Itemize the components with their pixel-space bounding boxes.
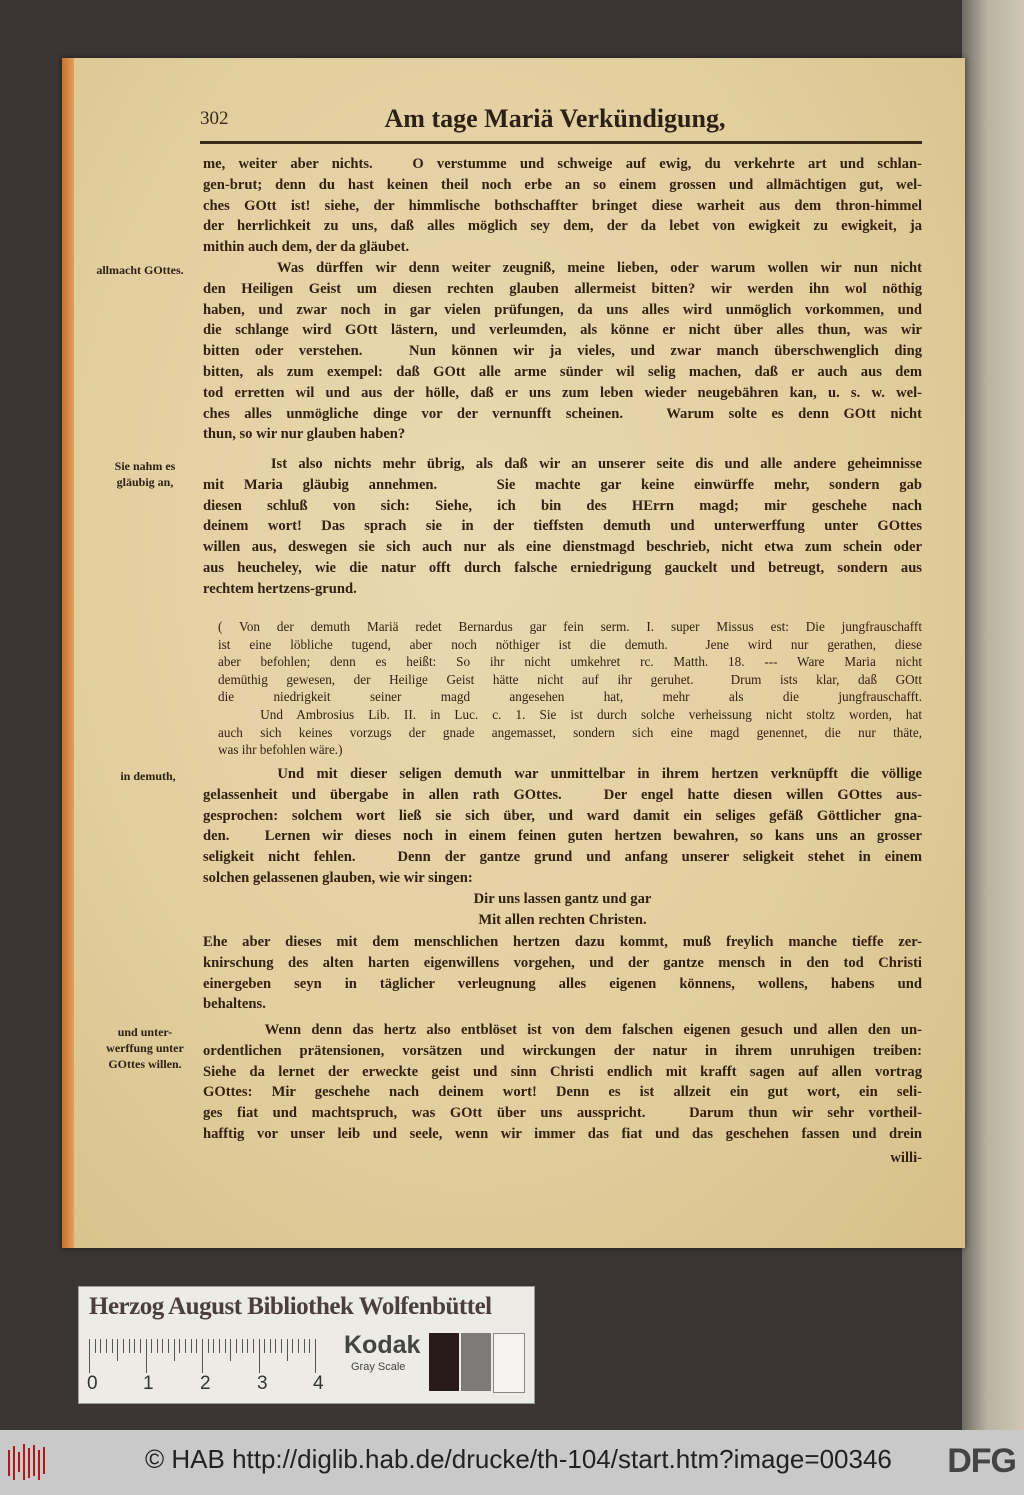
text-line: den. Lernen wir dieses noch in einem feinen guten hertzen bewahren, so kans uns an grosser [203, 828, 922, 845]
ruler-tick [298, 1339, 299, 1353]
text-line: tod erretten wil und aus der hölle, daß er uns zum leben wieder neugebähren kan, u. s. w. wel- [203, 384, 922, 401]
kodak-logo: Kodak [344, 1331, 421, 1359]
ruler-tick [134, 1339, 135, 1353]
ruler-tick [185, 1339, 186, 1353]
ruler-label: 2 [200, 1373, 211, 1394]
ruler-tick [219, 1339, 220, 1353]
ruler-tick [146, 1339, 147, 1373]
text-line: knirschung des alten harten eigenwillens vorgehen, und der gantze mensch in den tod Christi [203, 954, 922, 971]
text-line: ches GOtt ist! siehe, der himmlische bothschaffter bringet diese warheit aus dem thron-himmel [203, 197, 922, 214]
footnote-line: auch sich keines vorzugs der gnade angemasset, sondern sich eine magd genennet, die nur thäte, [218, 724, 922, 740]
footer-bar [0, 1430, 1024, 1495]
text-line: der herrlichkeit zu uns, daß alles möglich sey dem, der da lebet von ewigkeit zu ewigkeit, ja [203, 218, 922, 235]
text-line: Siehe da lernet der erweckte geist und sinn Christi endlich mit krafft sagen auf allen vortrag [203, 1063, 922, 1080]
text-line: mit Maria gläubig annehmen. Sie machte gar keine einwürffe mehr, sondern gab [203, 476, 922, 493]
ruler-label: 0 [87, 1373, 98, 1394]
ruler-tick [225, 1339, 226, 1353]
ruler-tick [202, 1339, 203, 1373]
ruler-tick [281, 1339, 282, 1353]
ruler-tick [270, 1339, 271, 1353]
ruler-tick [275, 1339, 276, 1353]
text-line: Was dürffen wir denn weiter zeugniß, meine lieben, oder warum wollen wir nun nicht [203, 260, 922, 276]
ruler-label: 3 [257, 1373, 268, 1394]
ruler-tick [162, 1339, 163, 1353]
ruler-tick [106, 1339, 107, 1353]
ruler-tick [242, 1339, 243, 1353]
footnote-line: aber befohlen; denn es heißt: So ihr nicht umkehret rc. Matth. 18. --- Ware Maria nicht [218, 654, 922, 670]
copyright-link[interactable]: © HAB http://diglib.hab.de/drucke/th-104/start.htm?image=00346 [145, 1444, 892, 1474]
text-line: haben, und zwar noch in gar vielen prüfungen, da uns alles wird unmöglich vorkommen, und [203, 301, 922, 318]
ruler-tick [208, 1339, 209, 1353]
text-line: diesen schluß von sich: Siehe, ich bin des HErrn magd; mir geschehe nach [203, 497, 922, 514]
footnote-line: ist eine löbliche tugend, aber noch nöthiger ist die demuth. Jene wird nur gerathen, diese [218, 636, 922, 652]
ruler-tick [129, 1339, 130, 1353]
text-line: Und mit dieser seligen demuth war unmittelbar in ihrem hertzen verknüpfft die völlige [203, 766, 922, 782]
text-line: willen aus, deswegen sie sich auch nur als eine dienstmagd beschrieb, nicht etwa zum schein oder [203, 539, 922, 556]
text-line: me, weiter aber nichts. O verstumme und schweige auf ewig, du verkehrte art und schlan- [203, 156, 922, 172]
gray-patch-mid [461, 1333, 491, 1391]
ruler-tick [287, 1339, 288, 1361]
ruler-tick [151, 1339, 152, 1353]
ruler-tick [292, 1339, 293, 1353]
ruler-label: 4 [313, 1373, 324, 1394]
header-rule [200, 141, 922, 144]
library-name: Herzog August Bibliothek Wolfenbüttel [89, 1293, 492, 1320]
text-line: gen-brut; denn du hast keinen theil noch erbe an so einem grossen und allmächtigen gut, wel- [203, 176, 922, 193]
running-head: Am tage Mariä Verkündigung, [384, 104, 726, 133]
footnote-line: Und Ambrosius Lib. II. in Luc. c. 1. Sie ist durch solche verheissung nicht stoltz worden, hat [218, 707, 922, 722]
text-line: behaltens. [203, 996, 266, 1013]
ruler-tick [112, 1339, 113, 1353]
marginal-note: Sie nahm es gläubig an, [114, 459, 176, 489]
text-line: aus heucheley, wie die natur offt durch falsche erniedrigung gauckelt und betreugt, sondern aus [203, 560, 922, 576]
text-line: mithin auch dem, der da gläubet. [203, 239, 410, 256]
ruler-tick [196, 1339, 197, 1353]
ruler-tick [140, 1339, 141, 1353]
footnote-line: was ihr befohlen wäre.) [218, 742, 343, 758]
ruler-tick [89, 1339, 90, 1373]
gray-patch-dark [429, 1333, 459, 1391]
text-line: bitten, als zum exempel: daß GOtt alle arme sünder wil selig machen, daß er auch aus dem [203, 364, 922, 380]
ruler-tick [236, 1339, 237, 1353]
ruler-tick [174, 1339, 175, 1361]
ruler-label: 1 [143, 1373, 154, 1394]
ruler-tick [100, 1339, 101, 1353]
marginal-note: allmacht GOttes. [96, 263, 184, 277]
dfg-logo: DFG [947, 1442, 1016, 1480]
ruler-tick [123, 1339, 124, 1353]
ruler-tick [247, 1339, 248, 1353]
adjacent-page-edge [962, 0, 1024, 1430]
ruler-tick [213, 1339, 214, 1353]
text-line: thun, so wir nur glauben haben? [203, 426, 406, 443]
gray-patch-light [493, 1333, 525, 1393]
ruler-tick [264, 1339, 265, 1353]
footnote-line: ( Von der demuth Mariä redet Bernardus gar fein serm. I. super Missus est: Die jungfrauschafft [218, 619, 922, 634]
text-line: die schlange wird GOtt lästern, und verleumden, als könne er nicht über alles thun, was wir [203, 322, 922, 339]
text-line: rechtem hertzens-grund. [203, 580, 357, 597]
hab-logo-icon [6, 1442, 48, 1482]
gray-scale-label: Gray Scale [351, 1361, 406, 1373]
text-line: gelassenheit und übergabe in allen rath GOttes. Der engel hatte diesen willen GOttes aus- [203, 786, 922, 803]
text-line: bitten oder verstehen. Nun können wir ja vieles, und zwar manch überschwenglich ding [203, 343, 922, 360]
ruler-tick [179, 1339, 180, 1353]
ruler-tick [117, 1339, 118, 1361]
verse-line: Mit allen rechten Christen. [478, 911, 647, 928]
text-line: Wenn denn das hertz also entblöset ist von dem falschen eigenen gesuch und allen den un- [203, 1022, 922, 1038]
text-line: solchen gelassenen glauben, wie wir singen: [203, 870, 473, 886]
page-edge [62, 58, 74, 1248]
catchword: willi- [890, 1150, 922, 1166]
text-line: deinem wort! Das sprach sie in der tieffsten demuth und unterwerffung unter GOttes [203, 518, 922, 535]
text-line: Ehe aber dieses mit dem menschlichen hertzen dazu kommt, muß freylich manche tieffe zer- [203, 934, 922, 950]
ruler-tick [157, 1339, 158, 1353]
text-line: Ist also nichts mehr übrig, als daß wir an unserer seite dis und alle andere geheimnisse [203, 456, 922, 472]
marginal-note: und unter- werffung unter GOttes willen. [106, 1025, 184, 1071]
ruler-tick [315, 1339, 316, 1373]
ruler-tick [230, 1339, 231, 1361]
marginal-note: in demuth, [120, 769, 176, 783]
ruler-tick [304, 1339, 305, 1353]
text-line: ges fiat und machtspruch, was GOtt über uns ausspricht. Darum thun wir sehr vortheil- [203, 1105, 922, 1122]
ruler-tick [259, 1339, 260, 1373]
ruler-tick [95, 1339, 96, 1353]
verse-line: Dir uns lassen gantz und gar [473, 891, 652, 907]
text-line: ches alles unmögliche dinge vor der vernunfft scheinen. Warum solte es denn GOtt nicht [203, 405, 922, 422]
text-line: ordentlichen prätensionen, vorsätzen und wirckungen der natur in ihrem unruhigen treiben: [203, 1042, 922, 1059]
text-line: einergeben seyn in täglicher verleugnung alles eigenen könnens, wollens, habens und [203, 975, 922, 992]
ruler-tick [253, 1339, 254, 1353]
ruler-tick [309, 1339, 310, 1353]
footnote-line: demüthig gewesen, der Heilige Geist hätte nicht auf ihr geruhet. Drum ists klar, daß GOtt [218, 671, 922, 687]
text-line: GOttes: Mir geschehe nach deinem wort! Denn es ist allzeit ein gut wort, ein seli- [203, 1084, 922, 1101]
footnote-line: die niedrigkeit seiner magd angesehen hat, mehr als die jungfrauschafft. [218, 689, 922, 705]
ruler-tick [191, 1339, 192, 1353]
text-line: seligkeit nicht fehlen. Denn der gantze grund und anfang unserer seligkeit stehet in einem [203, 849, 922, 866]
text-line: hafftig vor unser leib und seele, wenn wir immer das fiat und das geschehen fassen und drein [203, 1126, 922, 1142]
color-target-card [78, 1286, 535, 1404]
page-number: 302 [200, 108, 229, 129]
text-line: gesprochen: solchem wort ließ sie sich über, und ward damit ein seliges gefäß Göttlicher gna- [203, 807, 922, 824]
ruler-tick [168, 1339, 169, 1353]
text-line: den Heiligen Geist um diesen rechten glauben allermeist bitten? wir werden ihn wol nöthig [203, 280, 922, 297]
